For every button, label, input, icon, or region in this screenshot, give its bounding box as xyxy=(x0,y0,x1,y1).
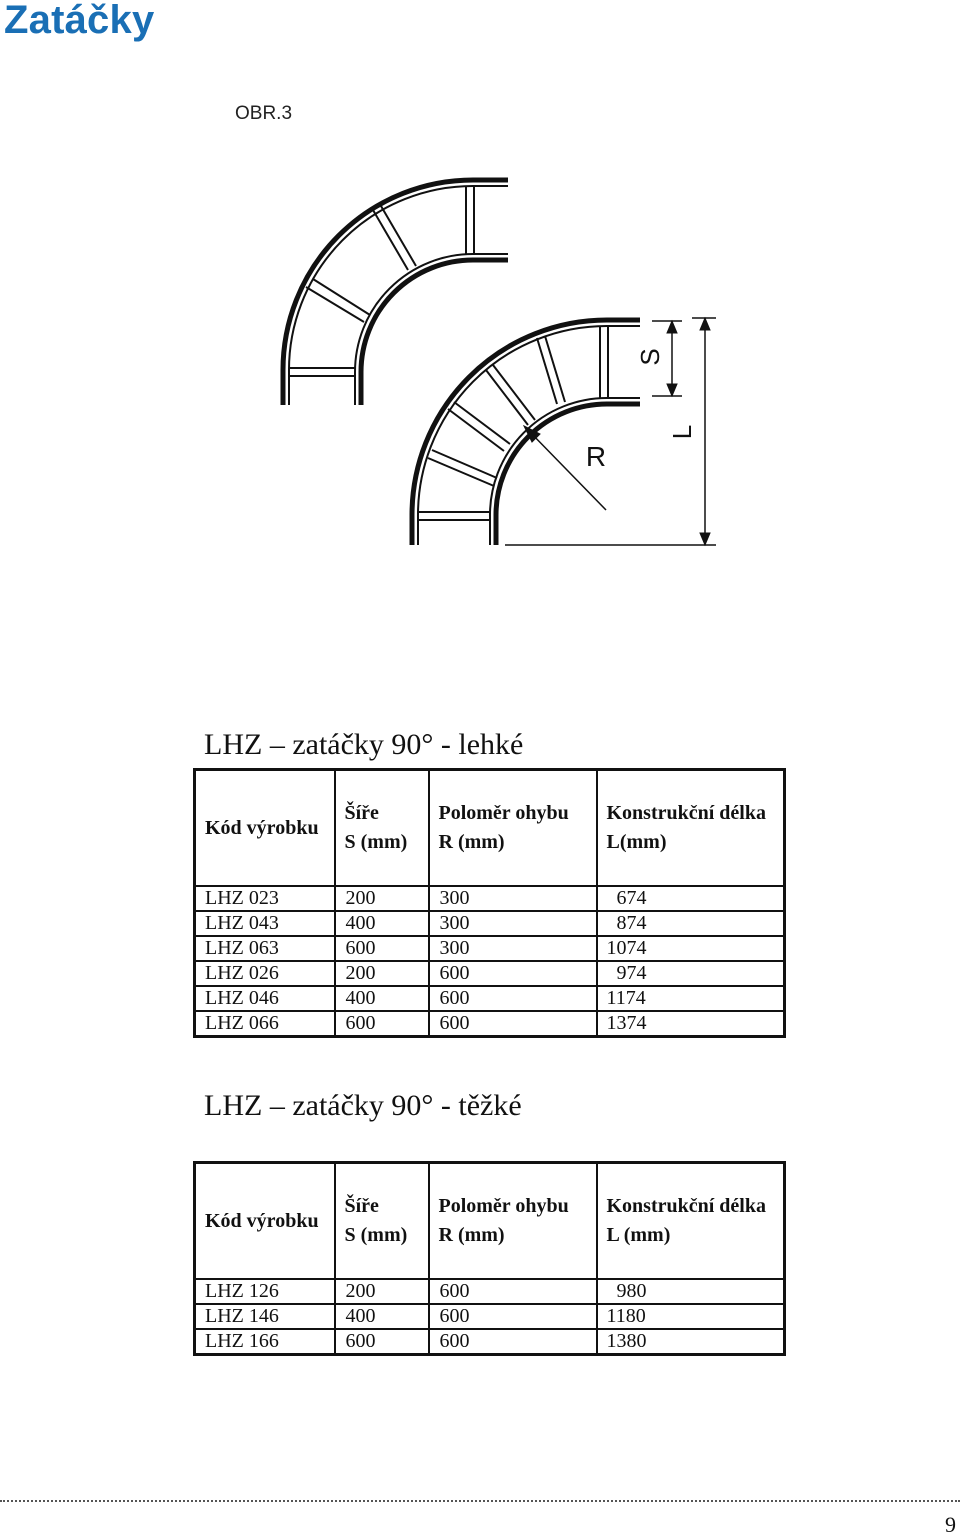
header-code: Kód výrobku xyxy=(195,1163,335,1280)
heavy-bends-table xyxy=(193,1161,786,1356)
light-section-heading: LHZ – zatáčky 90° - lehké xyxy=(204,728,524,761)
table-row xyxy=(195,986,785,1011)
cell-length: 1074 xyxy=(597,936,785,961)
cell-radius: 600 xyxy=(429,986,597,1011)
cell-length: 1180 xyxy=(597,1304,785,1329)
page-number: 9 xyxy=(945,1512,956,1537)
cell-radius: 300 xyxy=(429,911,597,936)
table-row xyxy=(195,1304,785,1329)
cell-width: 200 xyxy=(335,961,429,986)
cell-length: 874 xyxy=(597,911,785,936)
table-header-row xyxy=(195,1163,785,1280)
header-length: Konstrukční délka L (mm) xyxy=(597,1163,785,1280)
table-row xyxy=(195,886,785,911)
cell-radius: 300 xyxy=(429,886,597,911)
dimension-s-label: S xyxy=(634,348,665,366)
cell-length: 974 xyxy=(597,961,785,986)
table-row xyxy=(195,1011,785,1037)
cell-code: LHZ 066 xyxy=(195,1011,335,1037)
cell-width: 400 xyxy=(335,1304,429,1329)
cell-radius: 600 xyxy=(429,961,597,986)
cell-length: 1374 xyxy=(597,1011,785,1037)
cell-width: 400 xyxy=(335,911,429,936)
figure-label: OBR.3 xyxy=(235,103,293,124)
cell-width: 200 xyxy=(335,1279,429,1304)
cell-code: LHZ 046 xyxy=(195,986,335,1011)
cell-width: 600 xyxy=(335,1329,429,1355)
cell-width: 400 xyxy=(335,986,429,1011)
cell-code: LHZ 023 xyxy=(195,886,335,911)
table-row xyxy=(195,1329,785,1355)
table-row xyxy=(195,961,785,986)
cell-length: 1174 xyxy=(597,986,785,1011)
header-radius: Poloměr ohybu R (mm) xyxy=(429,770,597,887)
cell-radius: 600 xyxy=(429,1329,597,1355)
cell-width: 600 xyxy=(335,936,429,961)
cell-code: LHZ 026 xyxy=(195,961,335,986)
dimension-r-label: R xyxy=(585,441,607,472)
cell-width: 600 xyxy=(335,1011,429,1037)
footer-divider xyxy=(0,1500,960,1502)
table-row xyxy=(195,1279,785,1304)
cell-radius: 600 xyxy=(429,1011,597,1037)
cell-code: LHZ 126 xyxy=(195,1279,335,1304)
light-bends-table xyxy=(193,768,786,1038)
cell-radius: 600 xyxy=(429,1279,597,1304)
cell-code: LHZ 146 xyxy=(195,1304,335,1329)
table-header-row xyxy=(195,770,785,887)
cell-code: LHZ 043 xyxy=(195,911,335,936)
header-code: Kód výrobku xyxy=(195,770,335,887)
cell-code: LHZ 166 xyxy=(195,1329,335,1355)
cell-length: 1380 xyxy=(597,1329,785,1355)
cell-width: 200 xyxy=(335,886,429,911)
table-row xyxy=(195,936,785,961)
cell-length: 980 xyxy=(597,1279,785,1304)
cable-tray-bend-diagram xyxy=(0,0,960,600)
header-width: Šíře S (mm) xyxy=(335,1163,429,1280)
dimension-l-label: L xyxy=(666,424,697,440)
cell-radius: 300 xyxy=(429,936,597,961)
header-width: Šíře S (mm) xyxy=(335,770,429,887)
table-row xyxy=(195,911,785,936)
header-radius: Poloměr ohybu R (mm) xyxy=(429,1163,597,1280)
cell-length: 674 xyxy=(597,886,785,911)
header-length: Konstrukční délka L(mm) xyxy=(597,770,785,887)
page-title: Zatáčky xyxy=(4,0,155,42)
cell-code: LHZ 063 xyxy=(195,936,335,961)
cell-radius: 600 xyxy=(429,1304,597,1329)
heavy-section-heading: LHZ – zatáčky 90° - těžké xyxy=(204,1089,522,1122)
